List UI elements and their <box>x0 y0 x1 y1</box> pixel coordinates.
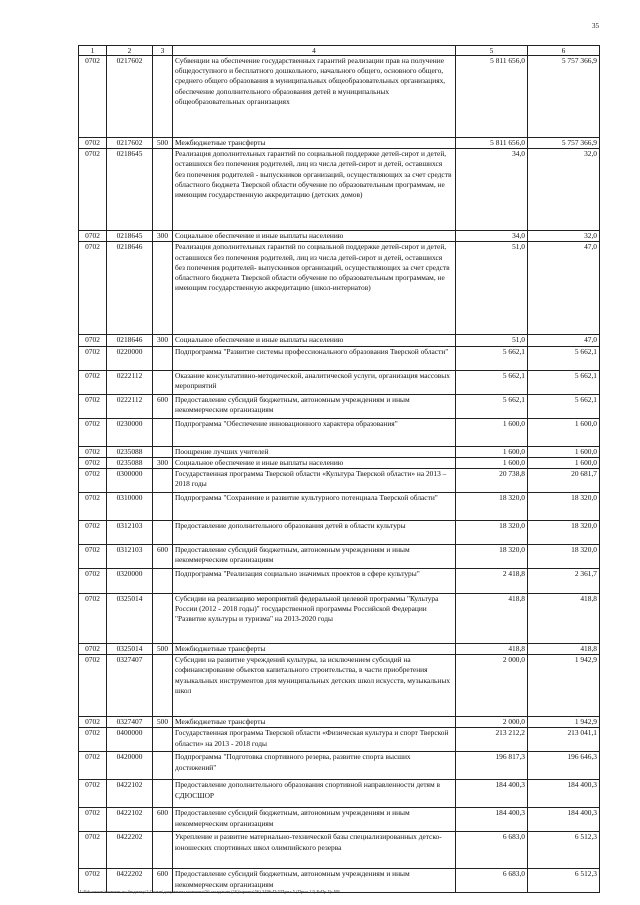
target-code-cell: 0327407 <box>107 717 153 728</box>
description-cell: Подпрограмма "Обеспечение инновационного характера образования" <box>173 418 456 446</box>
expense-type-cell <box>153 594 173 644</box>
amount-executed-cell: 5 662,1 <box>528 394 600 418</box>
expense-type-cell <box>153 521 173 545</box>
section-code-cell: 0702 <box>79 56 107 138</box>
amount-executed-cell: 32,0 <box>528 231 600 242</box>
page-number: 35 <box>592 22 599 30</box>
amount-planned-cell: 51,0 <box>456 335 528 346</box>
section-code-cell: 0702 <box>79 594 107 644</box>
amount-planned-cell: 5 811 656,0 <box>456 56 528 138</box>
amount-executed-cell: 5 757 366,9 <box>528 56 600 138</box>
amount-executed-cell: 32,0 <box>528 149 600 231</box>
section-code-cell: 0702 <box>79 717 107 728</box>
amount-planned-cell: 1 600,0 <box>456 446 528 457</box>
amount-executed-cell: 5 662,1 <box>528 370 600 394</box>
description-cell: Предоставление дополнительного образования детей в области культуры <box>173 521 456 545</box>
table-row <box>79 457 600 468</box>
description-cell: Предоставление субсидий бюджетным, автономным учреждениям и иным некоммерческим организациям <box>173 394 456 418</box>
header-cell: 1 <box>79 46 107 56</box>
table-row <box>79 780 600 808</box>
amount-planned-cell: 418,8 <box>456 644 528 655</box>
table-row <box>79 231 600 242</box>
target-code-cell: 0218646 <box>107 335 153 346</box>
target-code-cell: 0325014 <box>107 644 153 655</box>
amount-executed-cell: 196 646,3 <box>528 752 600 780</box>
description-cell: Социальное обеспечение и иные выплаты населению <box>173 457 456 468</box>
amount-executed-cell: 20 681,7 <box>528 469 600 493</box>
table-row <box>79 644 600 655</box>
table-row <box>79 655 600 717</box>
section-code-cell: 0702 <box>79 457 107 468</box>
amount-planned-cell: 18 320,0 <box>456 493 528 521</box>
amount-executed-cell: 47,0 <box>528 242 600 335</box>
amount-executed-cell: 6 512,3 <box>528 832 600 869</box>
amount-planned-cell: 18 320,0 <box>456 521 528 545</box>
amount-planned-cell: 196 817,3 <box>456 752 528 780</box>
table-row <box>79 149 600 231</box>
table-row <box>79 335 600 346</box>
section-code-cell: 0702 <box>79 569 107 594</box>
amount-executed-cell: 1 600,0 <box>528 418 600 446</box>
section-code-cell: 0702 <box>79 808 107 832</box>
target-code-cell: 0310000 <box>107 493 153 521</box>
target-code-cell: 0217602 <box>107 138 153 149</box>
target-code-cell: 0220000 <box>107 346 153 370</box>
section-code-cell: 0702 <box>79 370 107 394</box>
table-row <box>79 752 600 780</box>
description-cell: Подпрограмма "Реализация социально значимых проектов в сфере культуры" <box>173 569 456 594</box>
amount-executed-cell: 6 512,3 <box>528 869 600 893</box>
section-code-cell: 0702 <box>79 752 107 780</box>
section-code-cell: 0702 <box>79 869 107 893</box>
table-row <box>79 56 600 138</box>
amount-planned-cell: 18 320,0 <box>456 545 528 569</box>
table-body <box>79 56 600 893</box>
expense-type-cell: 600 <box>153 394 173 418</box>
header-cell: 4 <box>173 46 456 56</box>
header-cell: 2 <box>107 46 153 56</box>
description-cell: Предоставление субсидий бюджетным, автономным учреждениям и иным некоммерческим организациям <box>173 808 456 832</box>
amount-planned-cell: 184 400,3 <box>456 780 528 808</box>
amount-planned-cell: 51,0 <box>456 242 528 335</box>
target-code-cell: 0300000 <box>107 469 153 493</box>
expense-type-cell <box>153 469 173 493</box>
expense-type-cell <box>153 370 173 394</box>
description-cell: Реализация дополнительных гарантий по социальной поддержке детей-сирот и детей, оставшихся без попечения родителей, лиц из числа детей-сирот и детей, оставшихся без попечения родителей - выпускников организаций, осуществляющих за счет средств областного бюджета Тверской области обучение по образовательным программам, не имеющим государственную аккредитацию (детских домов) <box>173 149 456 231</box>
header-cell: 6 <box>528 46 600 56</box>
expense-type-cell: 500 <box>153 717 173 728</box>
target-code-cell: 0422202 <box>107 869 153 893</box>
table-row <box>79 808 600 832</box>
amount-executed-cell: 184 400,3 <box>528 808 600 832</box>
amount-executed-cell: 5 757 366,9 <box>528 138 600 149</box>
section-code-cell: 0702 <box>79 521 107 545</box>
amount-executed-cell: 184 400,3 <box>528 780 600 808</box>
table-row <box>79 493 600 521</box>
section-code-cell: 0702 <box>79 545 107 569</box>
description-cell: Укрепление и развитие материально-технической базы специализированных детско-юношеских спортивных школ олимпийского резерва <box>173 832 456 869</box>
table-row <box>79 469 600 493</box>
target-code-cell: 0327407 <box>107 655 153 717</box>
amount-planned-cell: 2 000,0 <box>456 717 528 728</box>
section-code-cell: 0702 <box>79 493 107 521</box>
table-row <box>79 545 600 569</box>
amount-executed-cell: 418,8 <box>528 594 600 644</box>
description-cell: Подпрограмма "Развитие системы профессионального образования Тверской области" <box>173 346 456 370</box>
amount-planned-cell: 20 738,8 <box>456 469 528 493</box>
table-row <box>79 346 600 370</box>
table-row <box>79 569 600 594</box>
amount-planned-cell: 34,0 <box>456 149 528 231</box>
expense-type-cell <box>153 569 173 594</box>
amount-executed-cell: 18 320,0 <box>528 521 600 545</box>
target-code-cell: 0422202 <box>107 832 153 869</box>
description-cell: Государственная программа Тверской области «Физическая культура и спорт Тверской области» на 2013 - 2018 годы <box>173 728 456 752</box>
expense-type-cell: 600 <box>153 808 173 832</box>
target-code-cell: 0312103 <box>107 521 153 545</box>
target-code-cell: 0235088 <box>107 457 153 468</box>
section-code-cell: 0702 <box>79 138 107 149</box>
description-cell: Реализация дополнительных гарантий по социальной поддержке детей-сирот и детей, оставшихся без попечения родителей, лиц из числа детей-сирот и детей, оставшихся без попечения родителей- выпускников организаций, осуществляющих за счет средств областного бюджета Тверской области обучение по образовательным программам, не имеющим государственную аккредитацию (школ-интернатов) <box>173 242 456 335</box>
expense-type-cell <box>153 242 173 335</box>
target-code-cell: 0222112 <box>107 394 153 418</box>
expense-type-cell <box>153 418 173 446</box>
section-code-cell: 0702 <box>79 346 107 370</box>
description-cell: Социальное обеспечение и иные выплаты населению <box>173 231 456 242</box>
amount-planned-cell: 5 662,1 <box>456 346 528 370</box>
amount-planned-cell: 34,0 <box>456 231 528 242</box>
target-code-cell: 0217602 <box>107 56 153 138</box>
amount-planned-cell: 184 400,3 <box>456 808 528 832</box>
expense-type-cell: 500 <box>153 138 173 149</box>
description-cell: Оказание консультативно-методической, аналитической услуги, организация массовых мероприятий <box>173 370 456 394</box>
target-code-cell: 0312103 <box>107 545 153 569</box>
description-cell: Поощрение лучших учителей <box>173 446 456 457</box>
description-cell: Подпрограмма "Подготовка спортивного резерва, развитие спорта высших достижений" <box>173 752 456 780</box>
target-code-cell: 0320000 <box>107 569 153 594</box>
description-cell: Социальное обеспечение и иные выплаты населению <box>173 335 456 346</box>
section-code-cell: 0702 <box>79 644 107 655</box>
expense-type-cell: 600 <box>153 545 173 569</box>
amount-planned-cell: 5 662,1 <box>456 370 528 394</box>
amount-executed-cell: 1 942,9 <box>528 717 600 728</box>
expense-type-cell: 300 <box>153 231 173 242</box>
amount-executed-cell: 1 600,0 <box>528 457 600 468</box>
table-row <box>79 394 600 418</box>
amount-planned-cell: 6 683,0 <box>456 832 528 869</box>
table-row <box>79 728 600 752</box>
amount-planned-cell: 5 662,1 <box>456 394 528 418</box>
expense-type-cell <box>153 493 173 521</box>
section-code-cell: 0702 <box>79 394 107 418</box>
target-code-cell: 0218646 <box>107 242 153 335</box>
header-cell: 3 <box>153 46 173 56</box>
section-code-cell: 0702 <box>79 242 107 335</box>
amount-executed-cell: 18 320,0 <box>528 545 600 569</box>
section-code-cell: 0702 <box>79 231 107 242</box>
expense-type-cell: 300 <box>153 457 173 468</box>
target-code-cell: 0218645 <box>107 231 153 242</box>
expense-type-cell: 600 <box>153 869 173 893</box>
amount-planned-cell: 1 600,0 <box>456 418 528 446</box>
description-cell: Межбюджетные трансферты <box>173 644 456 655</box>
description-cell: Государственная программа Тверской области «Культура Тверской области» на 2013 – 2018 годы <box>173 469 456 493</box>
target-code-cell: 0218645 <box>107 149 153 231</box>
target-code-cell: 0222112 <box>107 370 153 394</box>
section-code-cell: 0702 <box>79 728 107 752</box>
amount-planned-cell: 2 000,0 <box>456 655 528 717</box>
amount-planned-cell: 213 212,2 <box>456 728 528 752</box>
expense-type-cell <box>153 446 173 457</box>
amount-planned-cell: 5 811 656,0 <box>456 138 528 149</box>
target-code-cell: 0230000 <box>107 418 153 446</box>
description-cell: Субвенции на обеспечение государственных гарантий реализации прав на получение общедоступного и бесплатного дошкольного, начального общего, основного общего, среднего общего образования в муниципальных общеобразовательных организациях, обеспечение дополнительного образования детей в муниципальных общеобразовательных организациях <box>173 56 456 138</box>
header-cell: 5 <box>456 46 528 56</box>
target-code-cell: 0422102 <box>107 780 153 808</box>
section-code-cell: 0702 <box>79 149 107 231</box>
table-row <box>79 446 600 457</box>
table-row <box>79 242 600 335</box>
target-code-cell: 0422102 <box>107 808 153 832</box>
amount-executed-cell: 5 662,1 <box>528 346 600 370</box>
expense-type-cell: 500 <box>153 644 173 655</box>
amount-executed-cell: 18 320,0 <box>528 493 600 521</box>
expense-type-cell <box>153 56 173 138</box>
description-cell: Межбюджетные трансферты <box>173 138 456 149</box>
amount-executed-cell: 47,0 <box>528 335 600 346</box>
description-cell: Предоставление субсидий бюджетным, автономным учреждениям и иным некоммерческим организациям <box>173 869 456 893</box>
description-cell: Предоставление дополнительного образования спортивной направленности детям в СДЮСШОР <box>173 780 456 808</box>
description-cell: Подпрограмма "Сохранение и развитие культурного потенциала Тверской области" <box>173 493 456 521</box>
expense-type-cell <box>153 832 173 869</box>
amount-executed-cell: 1 942,9 <box>528 655 600 717</box>
amount-planned-cell: 6 683,0 <box>456 869 528 893</box>
table-row <box>79 521 600 545</box>
section-code-cell: 0702 <box>79 832 107 869</box>
target-code-cell: 0420000 <box>107 752 153 780</box>
target-code-cell: 0400000 <box>107 728 153 752</box>
table-row <box>79 418 600 446</box>
amount-planned-cell: 1 600,0 <box>456 457 528 468</box>
expense-type-cell <box>153 752 173 780</box>
amount-planned-cell: 418,8 <box>456 594 528 644</box>
expense-type-cell <box>153 655 173 717</box>
target-code-cell: 0325014 <box>107 594 153 644</box>
amount-executed-cell: 418,8 <box>528 644 600 655</box>
table-row <box>79 138 600 149</box>
expense-type-cell <box>153 149 173 231</box>
section-code-cell: 0702 <box>79 655 107 717</box>
table-row <box>79 832 600 869</box>
table-row <box>79 594 600 644</box>
section-code-cell: 0702 <box>79 780 107 808</box>
target-code-cell: 0235088 <box>107 446 153 457</box>
table-row <box>79 717 600 728</box>
expense-type-cell <box>153 728 173 752</box>
expense-type-cell <box>153 346 173 370</box>
expense-type-cell: 300 <box>153 335 173 346</box>
table-row <box>79 370 600 394</box>
section-code-cell: 0702 <box>79 469 107 493</box>
section-code-cell: 0702 <box>79 418 107 446</box>
amount-executed-cell: 213 041,1 <box>528 728 600 752</box>
amount-planned-cell: 2 418,8 <box>456 569 528 594</box>
amount-executed-cell: 2 361,7 <box>528 569 600 594</box>
section-code-cell: 0702 <box>79 335 107 346</box>
table-header-row <box>79 46 600 56</box>
amount-executed-cell: 1 600,0 <box>528 446 600 457</box>
description-cell: Предоставление субсидий бюджетным, автономным учреждениям и иным некоммерческим организациям <box>173 545 456 569</box>
description-cell: Субсидии на развитие учреждений культуры, за исключением субсидий на софинансирование объектов капитального строительства, в части приобретения музыкальных инструментов для муниципальных детских школ искусств, музыкальных школ <box>173 655 456 717</box>
file-path-footer: I:\Fdc-server\комитет по бюджету\3 Созыв\документы комитета\56 заседание (16)\проект\56) 3496-П-5\Прил 5 (Прил 12) РзПр Цс ВР <box>80 889 340 894</box>
description-cell: Субсидии на реализацию мероприятий федеральной целевой программы "Культура России (2012 - 2018 годы)" государственной программы Российской Федерации "Развитие культуры и туризма" на 2013-2020 годы <box>173 594 456 644</box>
description-cell: Межбюджетные трансферты <box>173 717 456 728</box>
expense-type-cell <box>153 780 173 808</box>
section-code-cell: 0702 <box>79 446 107 457</box>
budget-table <box>78 45 600 893</box>
